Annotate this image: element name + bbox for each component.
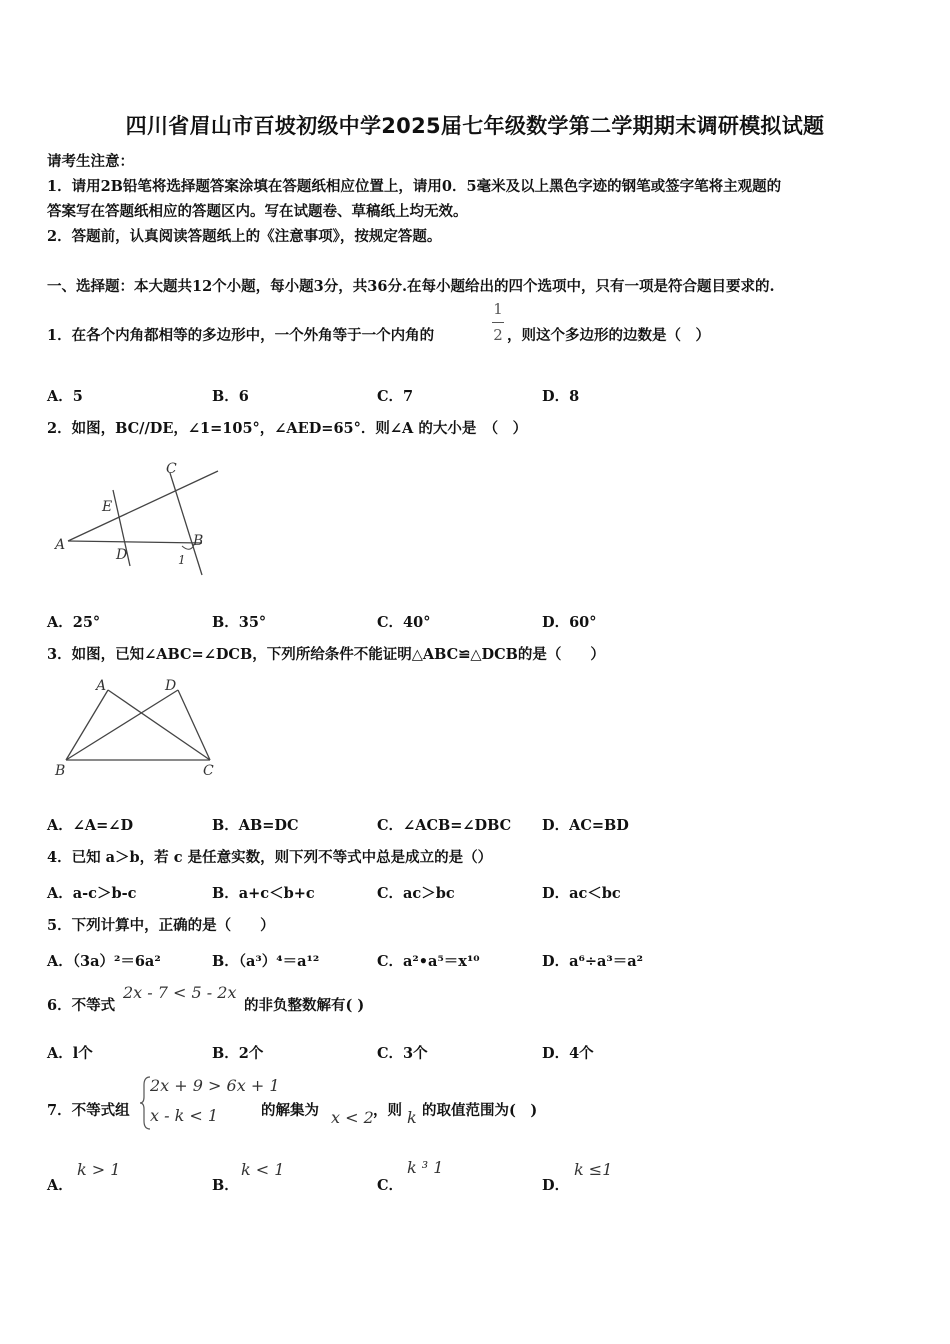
q3-stem: 3．如图，已知∠ABC=∠DCB，下列所给条件不能证明△ABC≌△DCB的是（ ） [47,646,605,663]
notice-heading: 请考生注意： [47,153,134,170]
q3-option-d: D．AC=BD [542,817,629,834]
q7-option-b-math: k < 1 [241,1160,285,1179]
q7-option-c: C． [377,1177,404,1194]
q2-option-d: D．60° [542,614,597,631]
q2-label-1: 1 [178,553,186,567]
q7-solution: x < 2 [331,1108,374,1127]
q5-option-c: C．a²•a⁵＝x¹⁰ [377,953,480,970]
q2-option-a: A．25° [47,614,101,631]
q2-line-bc [170,473,202,575]
q1-stem-pre: 1．在各个内角都相等的多边形中，一个外角等于一个内角的 [47,327,435,344]
q2-figure [50,455,220,580]
q2-stem: 2．如图，BC//DE，∠1=105°，∠AED=65°．则∠A 的大小是 （ ） [47,420,528,437]
q1-option-a: A．5 [47,388,83,405]
q2-label-e: E [102,499,113,515]
q1-fraction-bar [492,322,504,323]
q3-option-c: C．∠ACB=∠DBC [377,817,512,834]
q1-option-d: D．8 [542,388,580,405]
q2-line-ac [68,471,218,541]
q2-label-b: B [193,533,204,549]
q7-option-d: D． [542,1177,570,1194]
q2-label-c: C [166,461,177,477]
q6-stem-post: 的非负整数解有( ) [244,997,365,1014]
q4-option-d: D．ac＜bc [542,885,621,902]
q2-label-d: D [116,547,128,563]
q7-stem-pre: 7．不等式组 [47,1102,130,1119]
q3-label-c: C [203,763,214,779]
q1-option-c: C．7 [377,388,414,405]
q3-option-a: A．∠A=∠D [47,817,134,834]
q3-label-b: B [55,763,66,779]
page-title: 四川省眉山市百坡初级中学2025届七年级数学第二学期期末调研模拟试题 [125,114,825,138]
q6-inequality: 2x - 7 < 5 - 2x [123,983,237,1002]
q4-option-a: A．a-c＞b-c [47,885,137,902]
q2-label-a: A [55,537,66,553]
q7-option-c-math: k ³ 1 [407,1158,444,1177]
q3-option-b: B．AB=DC [212,817,299,834]
q7-stem-mid: 的解集为 [261,1102,319,1119]
section-heading: 一、选择题：本大题共12个小题，每小题3分，共36分.在每小题给出的四个选项中，只有一项是符合题目要求的. [47,278,775,295]
q7-variable: k [407,1108,417,1127]
notice-line-1b: 答案写在答题纸相应的答题区内。写在试题卷、草稿纸上均无效。 [47,203,468,220]
q6-option-a: A．l个 [47,1045,93,1062]
notice-line-1a: 1．请用2B铅笔将选择题答案涂填在答题纸相应位置上，请用0．5毫米及以上黑色字迹的钢笔或签字笔将主观题的 [47,178,782,195]
q4-option-b: B．a+c＜b+c [212,885,315,902]
q7-option-d-math: k ≤1 [574,1160,613,1179]
q5-option-b: B．（a³）⁴＝a¹² [212,953,320,970]
q1-fraction-numerator: 1 [493,300,503,318]
q4-stem: 4．已知 a＞b，若 c 是任意实数，则下列不等式中总是成立的是（） [47,849,493,866]
q5-stem: 5．下列计算中，正确的是（ ） [47,917,275,934]
q3-label-a: A [96,678,107,694]
q7-stem-mid2: ，则 [373,1102,402,1119]
q5-option-d: D．a⁶÷a³＝a² [542,953,643,970]
q6-option-c: C．3个 [377,1045,428,1062]
q3-label-d: D [165,678,177,694]
q7-stem-post: 的取值范围为( ) [422,1102,538,1119]
q7-option-a-math: k > 1 [77,1160,121,1179]
q1-fraction-denominator: 2 [493,326,503,344]
q3-line-bd [66,690,178,760]
q6-stem-pre: 6．不等式 [47,997,116,1014]
q4-option-c: C．ac＞bc [377,885,455,902]
q6-option-b: B．2个 [212,1045,264,1062]
q3-figure [50,675,225,785]
notice-line-2: 2．答题前，认真阅读答题纸上的《注意事项》，按规定答题。 [47,228,442,245]
q2-line-ab [68,541,202,543]
q7-system-line-2: x - k < 1 [150,1106,219,1125]
q7-option-b: B． [212,1177,239,1194]
q6-option-d: D．4个 [542,1045,594,1062]
q2-option-b: B．35° [212,614,267,631]
q1-stem-post: ，则这个多边形的边数是（ ） [507,327,710,344]
q1-option-b: B．6 [212,388,249,405]
q2-option-c: C．40° [377,614,431,631]
q3-line-ab [66,690,108,760]
q7-system-line-1: 2x + 9 > 6x + 1 [150,1076,280,1095]
q7-option-a: A． [47,1177,73,1194]
q5-option-a: A．（3a）²＝6a² [47,953,161,970]
